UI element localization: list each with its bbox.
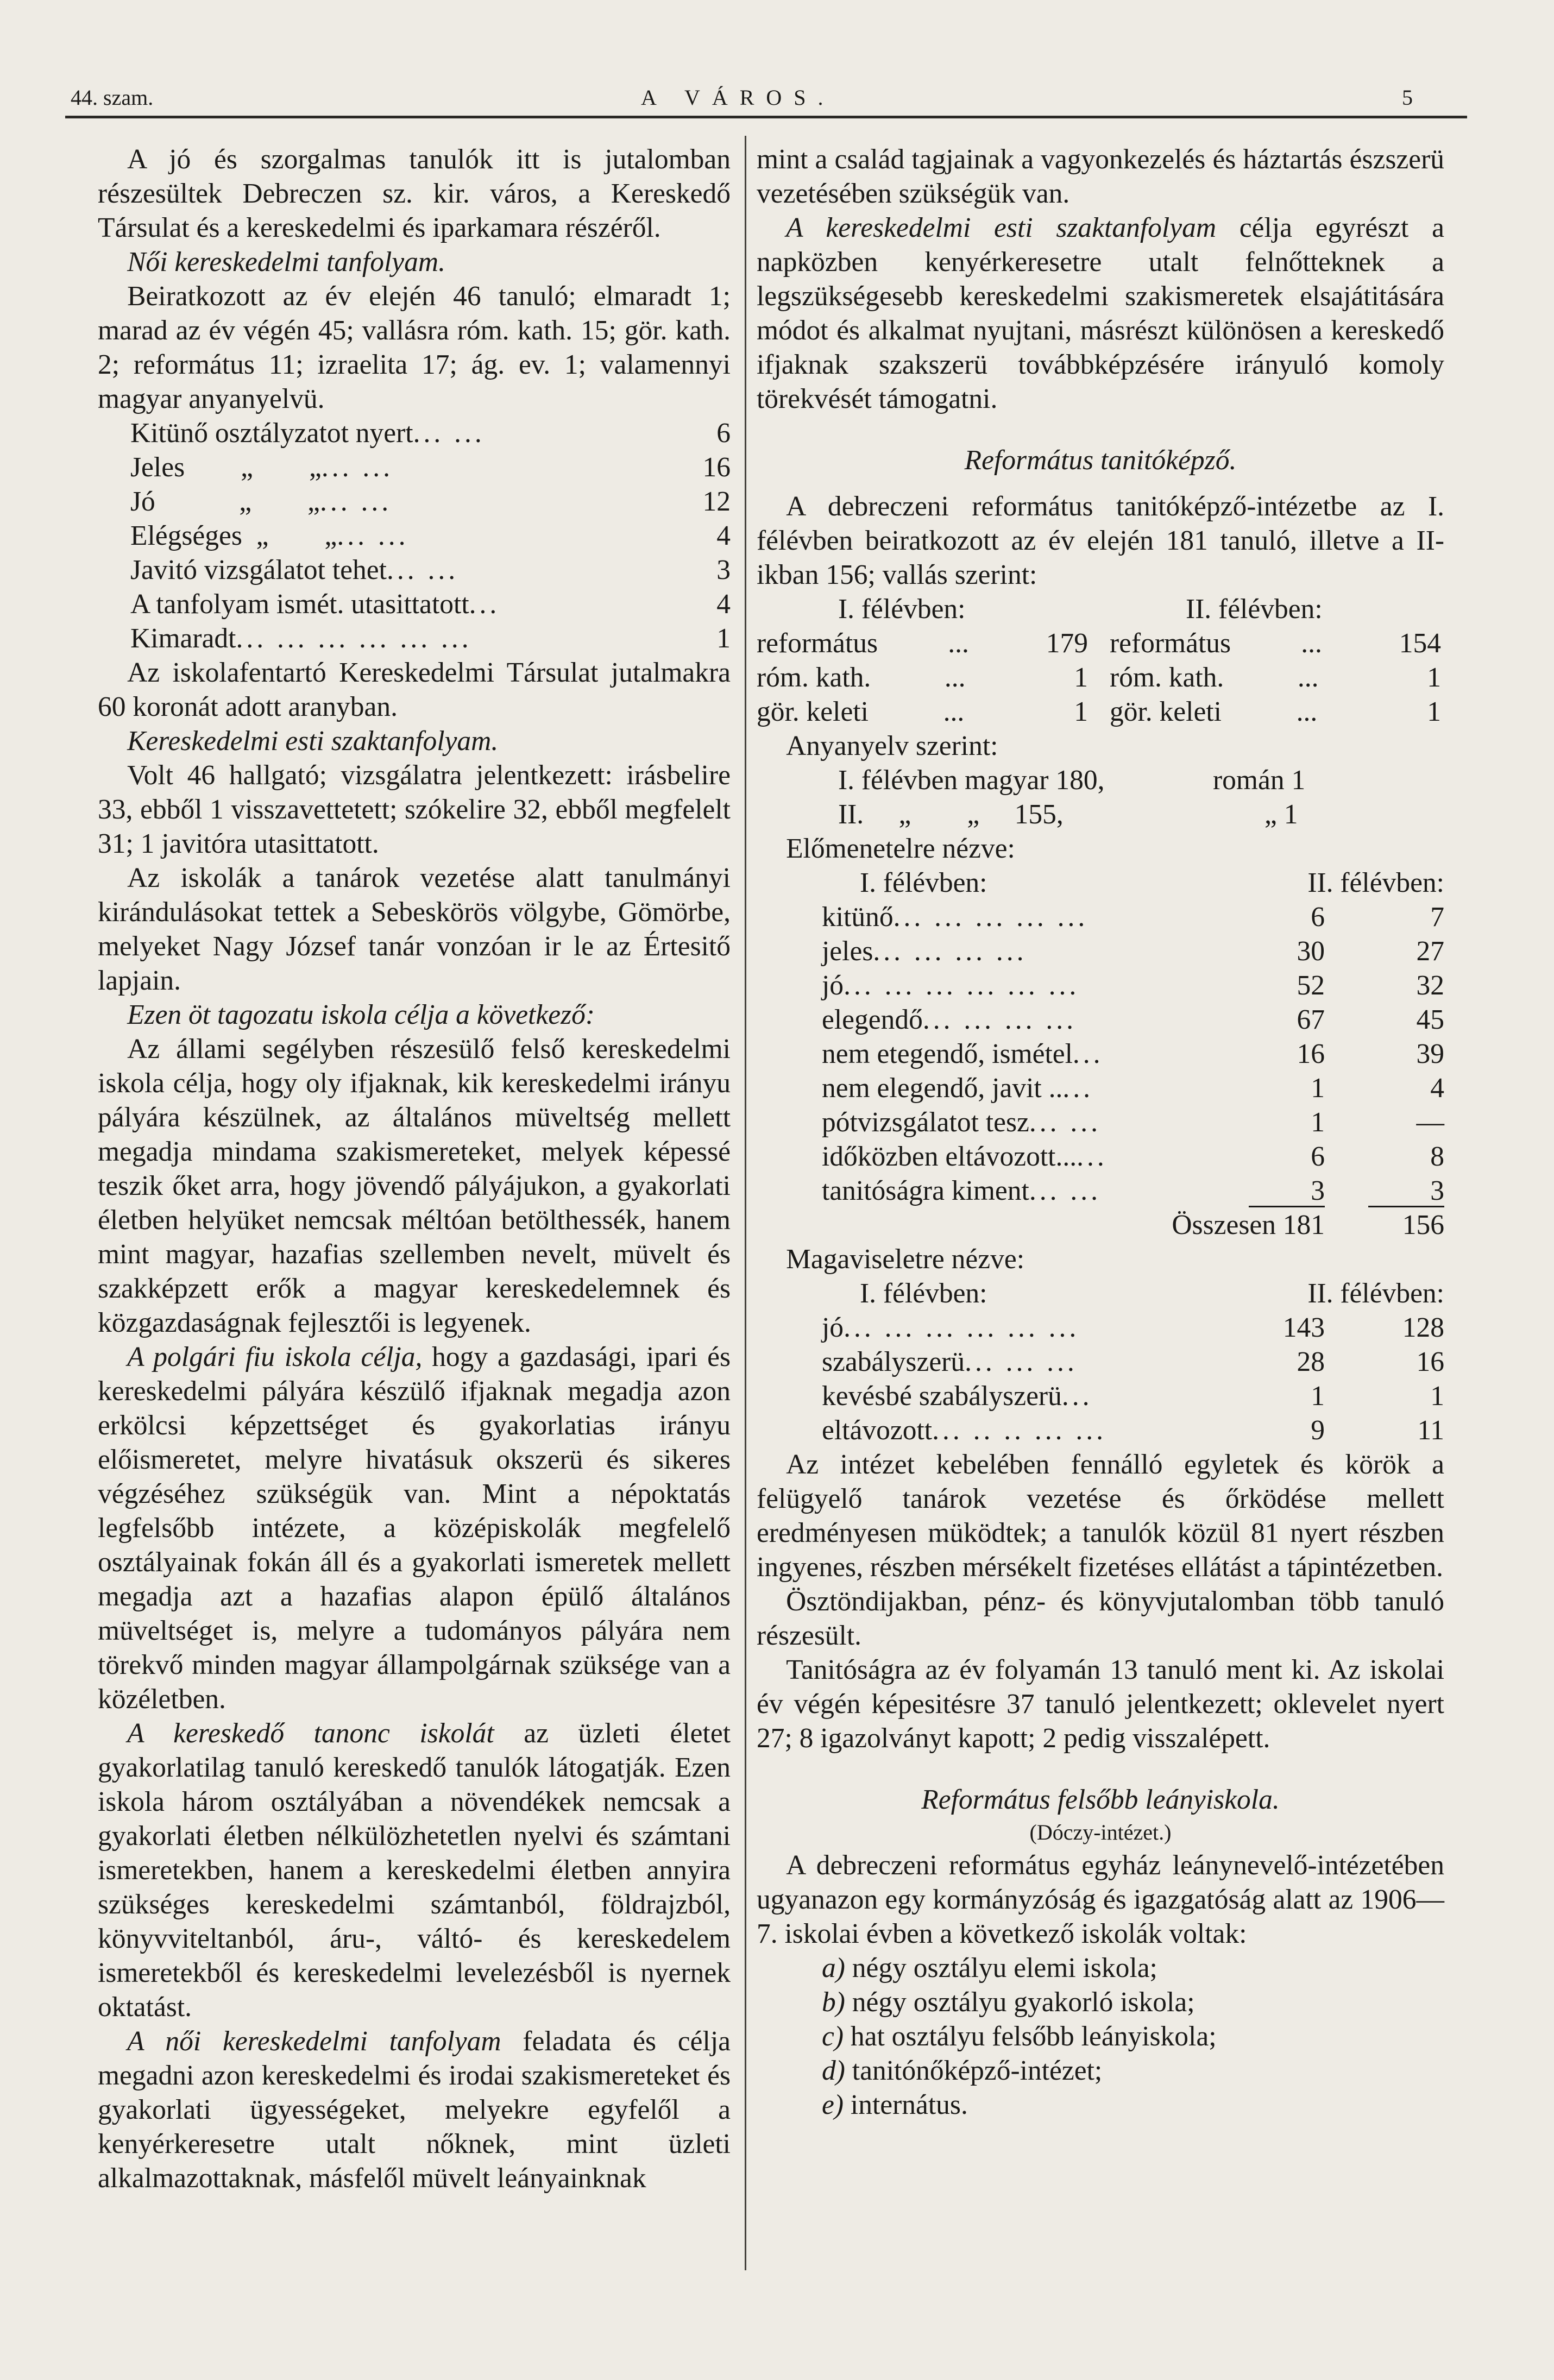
paragraph: Az állami segélyben részesülő felső kereskedelmi iskola célja, hogy oly ifjaknak, kik kereskedelmi irányu pályára készülnek, az általános müveltség mellett megadja mindama szakismereteket, melyek képessé teszik őket arra, hogy jövendő pályájukon, a gyakorlati életben helyüket nemcsak méltóan betölthessék, hanem mint magyar, hazafias szellemben nevelt, müvelt és szakképzett erők a magyar kereskedelemnek és közgazdaságnak fejlesztői is legyenek. <box>98 1034 731 1338</box>
paragraph: Volt 46 hallgató; vizsgálatra jelentkezett: irásbelire 33, ebből 1 visszavettetett; szókelire 32, ebből megfelelt 31; 1 javitóra utasittatott. <box>98 760 731 859</box>
course-stats <box>98 416 731 656</box>
paragraph: Beiratkozott az év elején 46 tanuló; elmaradt 1; marad az év végén 45; vallásra róm. kath. 15; gör. kath. 2; református 11; izraelita 17; ág. ev. 1; valamennyi magyar anyanyelvü. <box>98 281 731 414</box>
issue-number: 44. szam. <box>71 85 154 110</box>
table-row: kevésbé szabályszerü ... 1 1 <box>822 1381 1444 1412</box>
table-row: I. félévben magyar 180, román 1 <box>838 765 1306 796</box>
school-list <box>757 1951 1444 2122</box>
stat-row: Elégséges „ „ ... ... 4 <box>130 520 731 551</box>
table-row: róm. kath. ... 1 róm. kath. ... 1 <box>757 662 1441 693</box>
stat-row: Jeles „ „ ... ... 16 <box>130 452 731 483</box>
stat-row: Kimaradt ... ... ... ... ... ... 1 <box>130 623 731 654</box>
religion-table <box>757 626 1444 729</box>
table-row: pótvizsgálatot tesz ... ... 1 — <box>822 1107 1444 1138</box>
section-heading: Református felsőbb leányiskola. <box>921 1784 1280 1815</box>
religion-table-header: I. félévben: II. félévben: <box>838 594 1323 625</box>
list-item: c) hat osztályu felsőbb leányiskola; <box>822 2021 1217 2052</box>
table-row: jó ... ... ... ... ... ... 143 128 <box>822 1312 1444 1343</box>
right-column <box>757 142 1444 2122</box>
stat-row: A tanfolyam ismét. utasittatott ... 4 <box>130 589 731 620</box>
list-item: e) internátus. <box>822 2089 968 2120</box>
table-row: jeles ... ... ... ... 30 27 <box>822 936 1444 967</box>
table-title: Anyanyelv szerint: <box>786 731 998 761</box>
newspaper-title: A VÁROS. <box>641 85 835 110</box>
paragraph: A jó és szorgalmas tanulók itt is jutalomban részesültek Debreczen sz. kir. város, a Kereskedő Társulat és a kereskedelmi és iparkamara részéről. <box>98 144 731 243</box>
list-item: b) négy osztályu gyakorló iskola; <box>822 1987 1195 2018</box>
list-item: d) tanitónőképző-intézet; <box>822 2055 1103 2086</box>
section-heading: Kereskedelmi esti szaktanfolyam. <box>127 726 499 757</box>
table-row: II. „ „ 155, „ 1 <box>838 799 1298 830</box>
table-header: I. félévben: II. félévben: <box>860 867 1444 898</box>
paragraph: Az intézet kebelében fennálló egyletek és körök a felügyelő tanárok vezetése és őrködése mellett eredményesen müködtek; a tanulók közül 81 nyert részben ingyenes, részben mérsékelt fizetéses ellátást a tápintézetben. <box>757 1449 1444 1583</box>
table-row: nem elegendő, javit .. ... 1 4 <box>822 1073 1444 1104</box>
paragraph: Az iskolák a tanárok vezetése alatt tanulmányi kirándulásokat tettek a Sebeskörös völgybe, Gömörbe, melyeket Nagy József tanár vonzóan ir le az Értesitő lapjain. <box>98 862 731 996</box>
stat-row: Javitó vizsgálatot tehet ... ... 3 <box>130 555 731 585</box>
table-row: református ... 179 református ... 154 <box>757 628 1441 659</box>
table-row: eltávozott ... .. .. ... ... 9 11 <box>822 1415 1444 1446</box>
table-row: jó ... ... ... ... ... ... 52 32 <box>822 970 1444 1001</box>
stat-row: Jó „ „ ... ... 12 <box>130 486 731 517</box>
section-heading: Ezen öt tagozatu iskola célja a következő: <box>127 999 595 1030</box>
section-heading: Református tanitóképző. <box>964 445 1237 476</box>
paragraph: Ösztöndijakban, pénz- és könyvjutalomban több tanuló részesült. <box>757 1586 1444 1651</box>
grades-table <box>757 866 1444 1242</box>
table-row: tanitóságra kiment ... ... 3 3 <box>822 1175 1444 1206</box>
table-row: gör. keleti ... 1 gör. keleti ... 1 <box>757 696 1441 727</box>
paragraph: Tanitóságra az év folyamán 13 tanuló ment ki. Az iskolai év végén képesitésre 37 tanuló jelentkezett; oklevelet nyert 27; 8 igazolványt kapott; 2 pedig visszalépett. <box>757 1654 1444 1754</box>
stat-row: Kitünő osztályzatot nyert ... ... 6 <box>130 418 731 449</box>
table-title: Előmenetelre nézve: <box>786 833 1015 864</box>
paragraph: A polgári fiu iskola célja, hogy a gazdasági, ipari és kereskedelmi pályára készülő ifjaknak megadja azon erkölcsi képzettséget és gyakorlatias irányu előismeretet, melyre hivatásuk okszerü és sikeres végzéséhez szükségük van. Mint a népoktatás legfelsőbb intézete, a középiskolák megfelelő osztályainak fokán áll és a gyakorlati ismeretek mellett megadja azt a hazafias alapon épülő általános müveltséget is, melyre a tudományos pályára nem törekvő minden magyar állampolgárnak szüksége van a közéletben. <box>98 1342 731 1715</box>
table-row: elegendő ... ... ... ... 67 45 <box>822 1004 1444 1035</box>
table-header: I. félévben: II. félévben: <box>860 1278 1444 1309</box>
paragraph: Az iskolafentartó Kereskedelmi Társulat jutalmakra 60 koronát adott aranyban. <box>98 657 731 722</box>
total-row: Összesen 181 156 <box>822 1208 1444 1242</box>
running-head <box>0 0 1554 125</box>
paragraph: A debreczeni református tanitóképző-intézetbe az I. félévben beiratkozott az év elején 181 tanuló, illetve a II-ikban 156; vallás szerint: <box>757 491 1444 590</box>
page-number: 5 <box>1402 85 1413 110</box>
paragraph: mint a család tagjainak a vagyonkezelés és háztartás észszerü vezetésében szükségük van. <box>757 144 1444 209</box>
table-title: Magaviseletre nézve: <box>786 1244 1025 1275</box>
paragraph: A kereskedelmi esti szaktanfolyam célja egyrészt a napközben kenyérkeresetre utalt felnőtteknek a legszükségesebb kereskedelmi szakismeretek elsajátitására módot és alkalmat nyujtani, másrészt különösen a kereskedő ifjaknak szakszerü továbbképzésére irányuló komoly törekvését támogatni. <box>757 212 1444 414</box>
paragraph: A kereskedő tanonc iskolát az üzleti életet gyakorlatilag tanuló kereskedő tanulók látogatják. Ezen iskola három osztályában a növendékek nemcsak a gyakorlati életben nélkülözhetetlen nyelvi és számtani ismeretekben, hanem a kereskedelmi életben annyira szükséges kereskedelmi számtanból, földrajzból, könyvviteltanból, áru-, váltó- és kereskedelem ismeretekből és kereskedelmi levelezésből is nyernek oktatást. <box>98 1718 731 2023</box>
paragraph: A női kereskedelmi tanfolyam feladata és célja megadni azon kereskedelmi és irodai szakismereteket és gyakorlati ügyességeket, melyekre egyfelől a kenyérkeresetre utalt nőknek, mint üzleti alkalmazottaknak, másfelől müvelt leányainknak <box>98 2026 731 2194</box>
left-column <box>98 142 731 2195</box>
section-heading: Női kereskedelmi tanfolyam. <box>127 247 445 278</box>
table-row: szabályszerü ... ... ... 28 16 <box>822 1346 1444 1377</box>
table-row: kitünő ... ... ... ... ... 6 7 <box>822 902 1444 933</box>
header-rule <box>65 116 1467 118</box>
table-row: nem etegendő, ismétel ... 16 39 <box>822 1038 1444 1069</box>
table-row: időközben eltávozott... ... 6 8 <box>822 1141 1444 1172</box>
conduct-table <box>757 1276 1444 1447</box>
column-divider <box>745 136 746 2270</box>
list-item: a) négy osztályu elemi iskola; <box>822 1953 1157 1984</box>
section-subheading: (Dóczy-intézet.) <box>1029 1820 1172 1844</box>
paragraph: A debreczeni református egyház leánynevelő-intézetében ugyanazon egy kormányzóság és igazgatóság alatt az 1906—7. iskolai évben a következő iskolák voltak: <box>757 1850 1444 1949</box>
